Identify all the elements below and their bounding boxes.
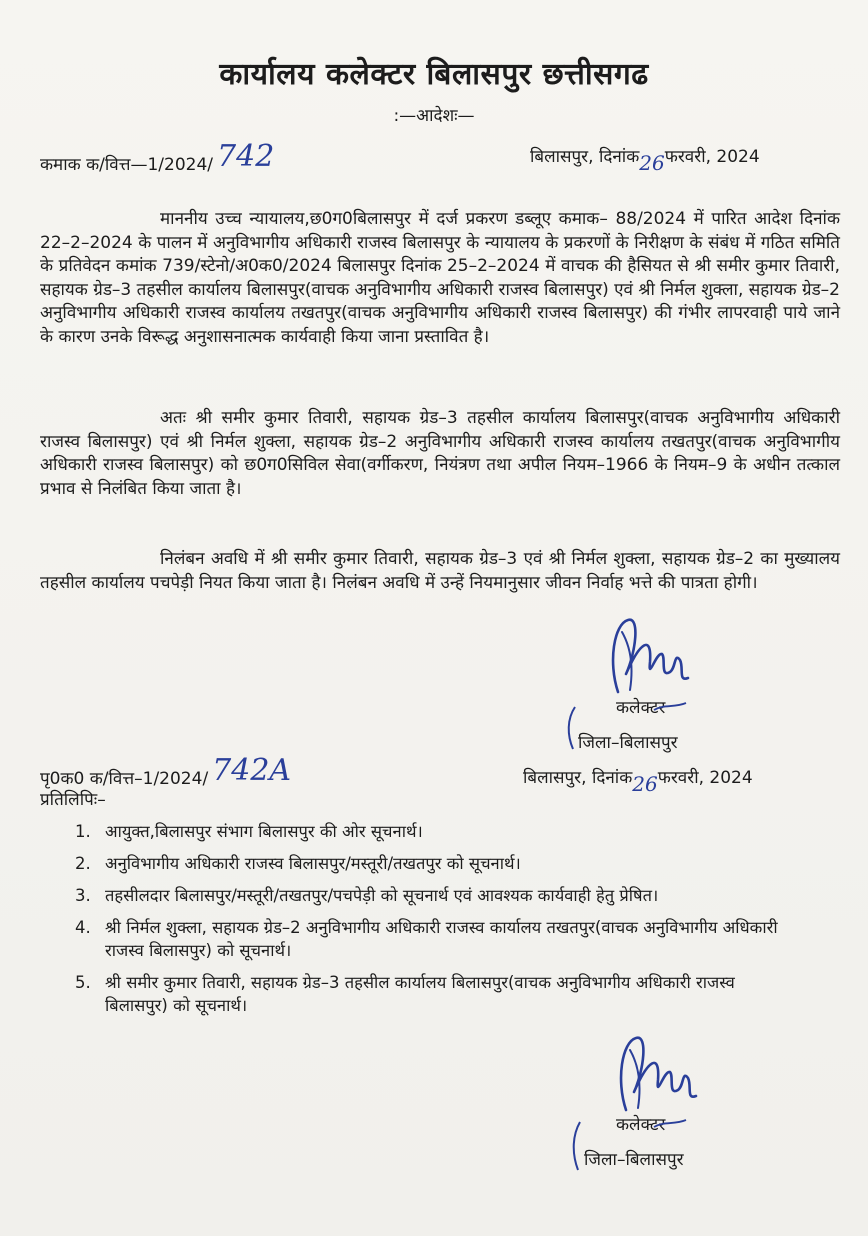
list-item-text: अनुविभागीय अधिकारी राजस्व बिलासपुर/मस्तूरी/तखतपुर को सूचनार्थ। bbox=[105, 854, 521, 873]
office-title: कार्यालय कलेक्टर बिलासपुर छत्तीसगढ bbox=[219, 57, 649, 92]
handwritten-ref-number: 742 bbox=[217, 139, 275, 174]
list-item-number: 2. bbox=[75, 854, 91, 873]
list-item-number: 3. bbox=[75, 886, 91, 905]
order-place-date bbox=[530, 143, 760, 175]
list-item-text: तहसीलदार बिलासपुर/मस्तूरी/तखतपुर/पचपेड़ी को सूचनार्थ एवं आवश्यक कार्यवाही हेतु प्रेषित। bbox=[105, 886, 659, 905]
order-reference bbox=[40, 139, 275, 178]
signature-2-district: जिला–बिलासपुर bbox=[584, 1150, 684, 1170]
list-item-number: 5. bbox=[75, 973, 91, 992]
handwritten-endorsement-date: 26 bbox=[632, 772, 658, 796]
handwritten-date: 26 bbox=[639, 151, 665, 175]
designation-strike-2 bbox=[652, 1117, 688, 1131]
order-ref-prefix: कमाक क/वित्त—1/2024/ bbox=[40, 155, 214, 175]
signature-2-designation: कलेक्टर bbox=[616, 1115, 666, 1135]
list-item bbox=[75, 916, 795, 962]
list-item bbox=[75, 820, 795, 843]
list-item-text: श्री निर्मल शुक्ला, सहायक ग्रेड–2 अनुविभागीय अधिकारी राजस्व कार्यालय तखतपुर(वाचक अनुविभागीय अधिकारी राजस्व बिलासपुर) को सूचनार्थ। bbox=[105, 918, 778, 960]
place-date-label: बिलासपुर, दिनांक bbox=[530, 147, 640, 167]
signature-1-district: जिला–बिलासपुर bbox=[578, 733, 678, 753]
body-paragraph-2: अतः श्री समीर कुमार तिवारी, सहायक ग्रेड–3 तहसील कार्यालय बिलासपुर(वाचक अनुविभागीय अधिकारी राजस्व बिलासपुर) एवं श्री निर्मल शुक्ला, सहायक ग्रेड–2 अनुविभागीय अधिकारी राजस्व कार्यालय तखतपुर(वाचक अनुविभागीय अधिकारी राजस्व बिलासपुर) को छ0ग0सिविल सेवा(वर्गीकरण, नियंत्रण तथा अपील नियम–1966 के नियम–9 के अधीन तत्काल प्रभाव से निलंबित किया जाता है। bbox=[40, 408, 840, 499]
list-item-text: आयुक्त,बिलासपुर संभाग बिलासपुर की ओर सूचनार्थ। bbox=[105, 822, 423, 841]
endorsement-ref-prefix: पृ0क0 क/वित्त–1/2024/ bbox=[40, 769, 209, 789]
order-heading: :—आदेशः— bbox=[393, 106, 475, 126]
list-item bbox=[75, 852, 795, 875]
copy-recipient-list bbox=[75, 820, 795, 1026]
body-paragraph-1: माननीय उच्च न्यायालय,छ0ग0बिलासपुर में दर्ज प्रकरण डब्लूए कमाक– 88/2024 में पारित आदेश दिनांक 22–2–2024 के पालन में अनुविभागीय अधिकारी राजस्व बिलासपुर के न्यायालय के प्रकरणों के निरीक्षण के संबंध में गठित समिति के प्रतिवेदन कमांक 739/स्टेनो/अ0क0/2024 बिलासपुर दिनांक 25–2–2024 में वाचक की हैसियत से श्री समीर कुमार तिवारी, सहायक ग्रेड–3 तहसील कार्यालय बिलासपुर(वाचक अनुविभागीय अधिकारी राजस्व बिलासपुर) एवं श्री निर्मल शुक्ला, सहायक ग्रेड–2 अनुविभागीय अधिकारी राजस्व कार्यालय तखतपुर(वाचक अनुविभागीय अधिकारी राजस्व बिलासपुर) की गंभीर लापरवाही पाये जाने के कारण उनके विरूद्ध अनुशासनात्मक कार्यवाही किया जाना प्रस्तावित है। bbox=[40, 209, 840, 347]
copy-to-label: प्रतिलिपिः– bbox=[40, 790, 106, 810]
list-item-number: 4. bbox=[75, 918, 91, 937]
designation-strike-1 bbox=[652, 700, 688, 714]
body-paragraph-3: निलंबन अवधि में श्री समीर कुमार तिवारी, सहायक ग्रेड–3 एवं श्री निर्मल शुक्ला, सहायक ग्रेड–2 का मुख्यालय तहसील कार्यालय पचपेड़ी नियत किया जाता है। निलंबन अवधि में उन्हें नियमानुसार जीवन निर्वाह भत्ते की पात्रता होगी। bbox=[40, 549, 840, 593]
endorsement-place-date bbox=[523, 764, 753, 796]
endorsement-date-month-year: फरवरी, 2024 bbox=[657, 768, 753, 788]
list-item-text: श्री समीर कुमार तिवारी, सहायक ग्रेड–3 तहसील कार्यालय बिलासपुर(वाचक अनुविभागीय अधिकारी राजस्व बिलासपुर) को सूचनार्थ। bbox=[105, 973, 735, 1015]
signature-scribble-1 bbox=[600, 612, 700, 707]
list-item bbox=[75, 971, 795, 1017]
list-item bbox=[75, 884, 795, 907]
date-month-year: फरवरी, 2024 bbox=[664, 147, 760, 167]
list-item-number: 1. bbox=[75, 822, 91, 841]
signature-scribble-2 bbox=[608, 1030, 708, 1125]
handwritten-endorsement-number: 742A bbox=[212, 753, 292, 788]
endorsement-place-date-label: बिलासपुर, दिनांक bbox=[523, 768, 633, 788]
signature-1-designation: कलेक्टर bbox=[616, 698, 666, 718]
